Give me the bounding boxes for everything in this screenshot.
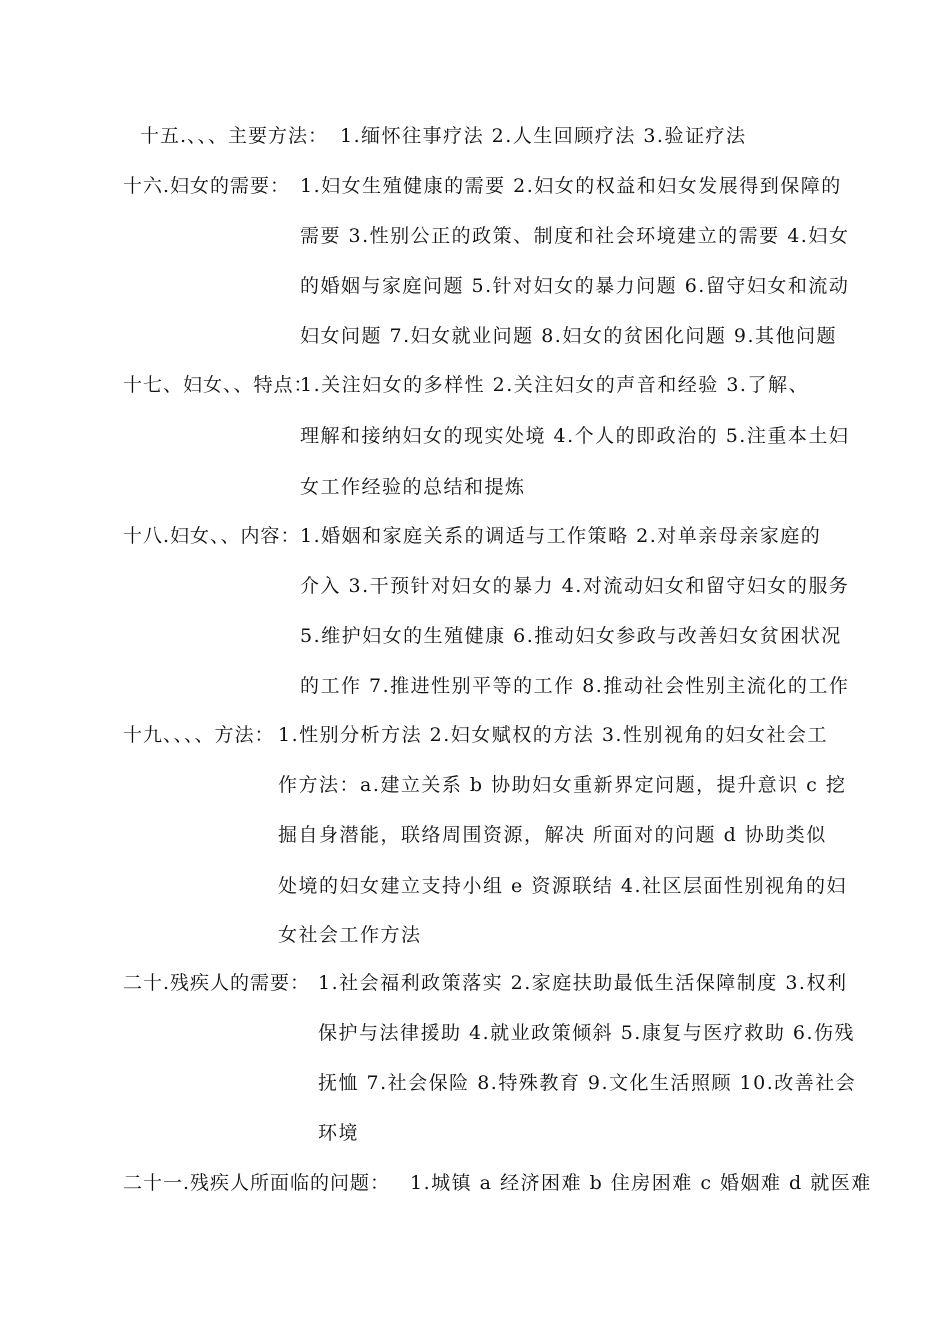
section-label: 十八.妇女、、内容：	[123, 525, 301, 547]
body-line: 环境	[318, 1122, 360, 1144]
body-line: 1.缅怀往事疗法 2.人生回顾疗法 3.验证疗法	[340, 125, 747, 147]
body-line: 保护与法律援助 4.就业政策倾斜 5.康复与医疗救助 6.伤残	[318, 1022, 856, 1044]
body-line: 需要 3.性别公正的政策、制度和社会环境建立的需要 4.妇女	[300, 225, 850, 247]
body-line: 作方法：a.建立关系 b 协助妇女重新界定问题，提升意识 c 挖	[278, 774, 847, 796]
section-label: 十九、、、、方法：	[123, 724, 275, 746]
body-line: 1.婚姻和家庭关系的调适与工作策略 2.对单亲母亲家庭的	[300, 525, 822, 547]
body-line: 1.社会福利政策落实 2.家庭扶助最低生活保障制度 3.权利	[318, 972, 848, 994]
section-label: 二十.残疾人的需要：	[123, 972, 311, 994]
body-line: 1.妇女生殖健康的需要 2.妇女的权益和妇女发展得到保障的	[300, 175, 842, 197]
body-line: 女社会工作方法	[278, 924, 422, 946]
body-line: 的工作 7.推进性别平等的工作 8.推动社会性别主流化的工作	[300, 675, 850, 697]
body-line: 的婚姻与家庭问题 5.针对妇女的暴力问题 6.留守妇女和流动	[300, 275, 850, 297]
body-line: 处境的妇女建立支持小组 e 资源联结 4.社区层面性别视角的妇	[278, 875, 847, 897]
section-label: 二十一.残疾人所面临的问题：	[123, 1172, 391, 1194]
body-line: 5.维护妇女的生殖健康 6.推动妇女参政与改善妇女贫困状况	[300, 625, 842, 647]
body-line: 女工作经验的总结和提炼	[300, 476, 526, 498]
body-line: 掘自身潜能，联络周围资源，解决 所面对的问题 d 协助类似	[278, 824, 827, 846]
body-line: 抚恤 7.社会保险 8.特殊教育 9.文化生活照顾 10.改善社会	[318, 1072, 857, 1094]
section-label: 十七、妇女、、特点：	[123, 374, 314, 396]
body-line: 1.关注妇女的多样性 2.关注妇女的声音和经验 3.了解、	[300, 374, 809, 396]
body-line: 理解和接纳妇女的现实处境 4.个人的即政治的 5.注重本土妇	[300, 425, 850, 447]
section-label: 十六.妇女的需要：	[123, 175, 291, 197]
body-line: 介入 3.干预针对妇女的暴力 4.对流动妇女和留守妇女的服务	[300, 575, 850, 597]
body-line: 1.城镇 a 经济困难 b 住房困难 c 婚姻难 d 就医难	[410, 1172, 872, 1194]
section-label: 十五.、、、主要方法：	[140, 125, 329, 147]
body-line: 妇女问题 7.妇女就业问题 8.妇女的贫困化问题 9.其他问题	[300, 325, 838, 347]
body-line: 1.性别分析方法 2.妇女赋权的方法 3.性别视角的妇女社会工	[278, 724, 828, 746]
